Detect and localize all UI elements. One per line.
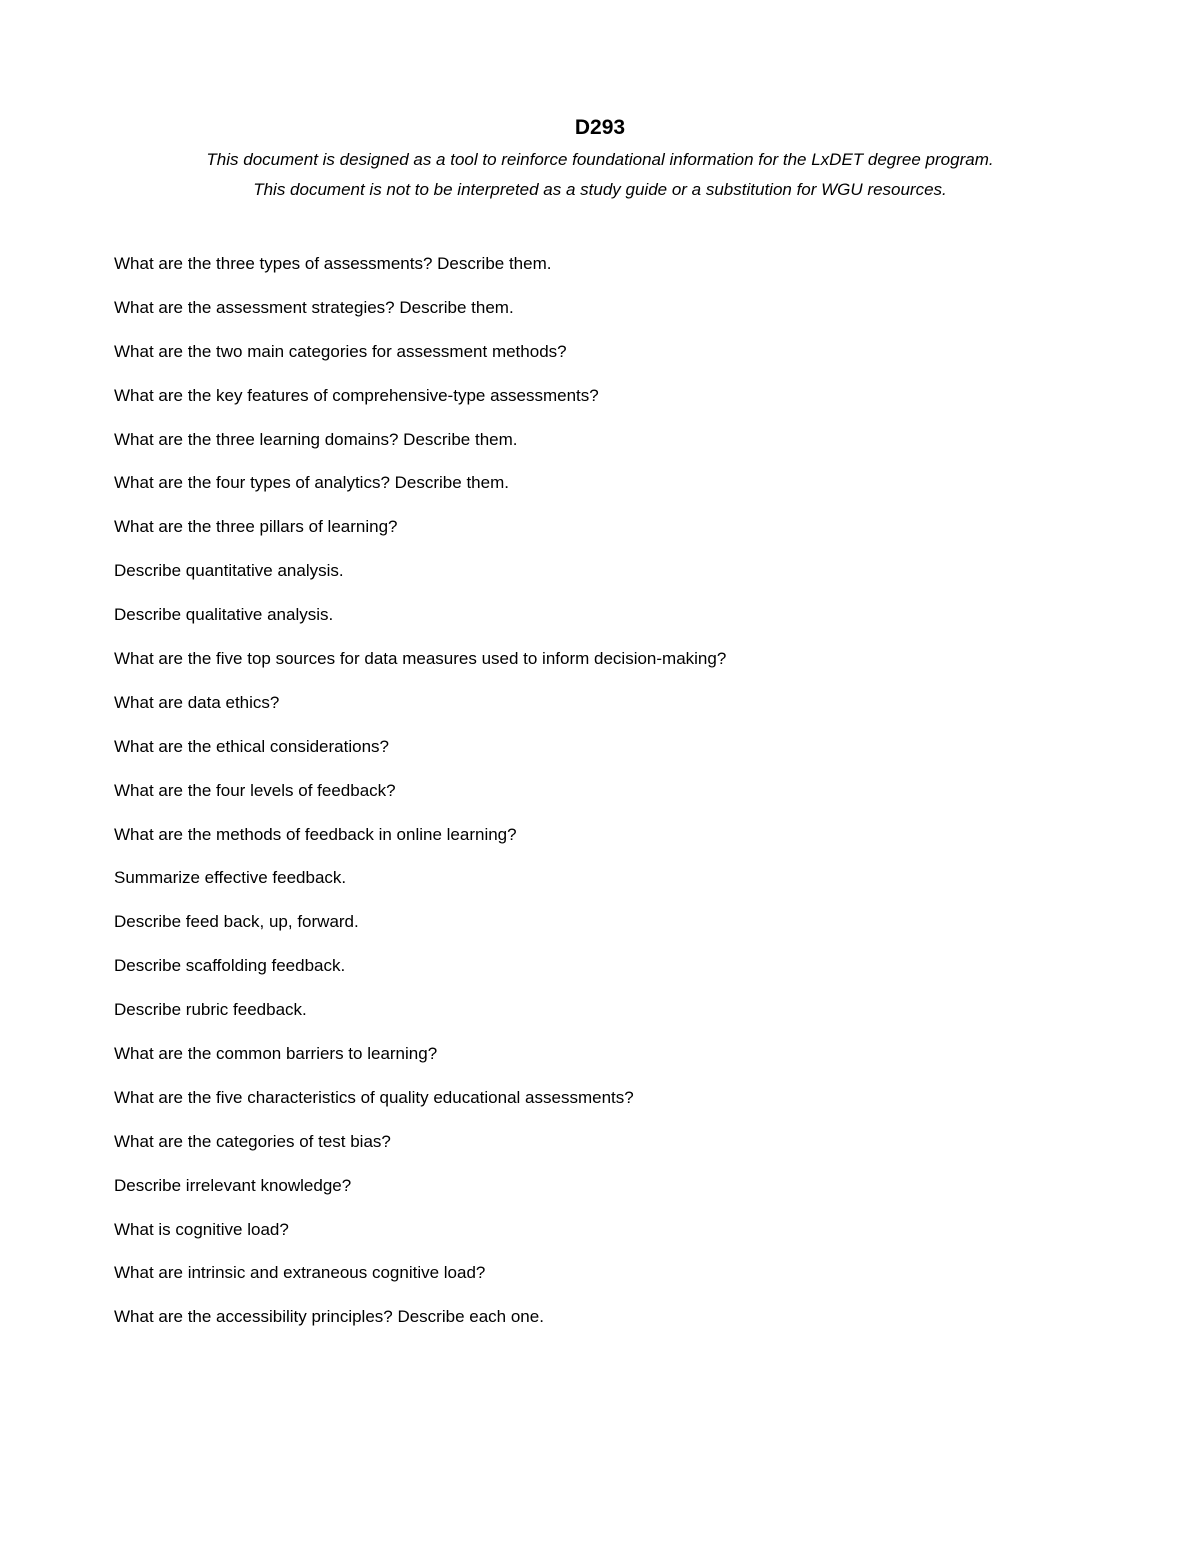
question-item: What are the ethical considerations? — [114, 736, 389, 756]
question-item: What are data ethics? — [114, 692, 280, 712]
question-item: Describe qualitative analysis. — [114, 605, 334, 625]
question-item: Describe quantitative analysis. — [114, 561, 344, 581]
question-item: What are the common barriers to learning? — [114, 1044, 438, 1064]
document-title: D293 — [574, 116, 626, 139]
question-item: What are the two main categories for assessment methods? — [114, 341, 567, 361]
question-item: What are intrinsic and extraneous cognitive load? — [114, 1263, 486, 1283]
question-item: What are the five characteristics of quality educational assessments? — [114, 1087, 634, 1107]
question-item: What are the four levels of feedback? — [114, 780, 396, 800]
question-item: What are the three learning domains? Describe them. — [114, 429, 518, 449]
subtitle-line-1: This document is designed as a tool to reinforce foundational information for the LxDET degree program. — [206, 150, 994, 169]
question-item: What are the accessibility principles? Describe each one. — [114, 1307, 544, 1327]
question-item: What are the key features of comprehensive-type assessments? — [114, 385, 599, 405]
question-item: What are the five top sources for data measures used to inform decision-making? — [114, 649, 727, 669]
question-item: Describe scaffolding feedback. — [114, 956, 346, 976]
question-item: Describe feed back, up, forward. — [114, 912, 359, 932]
question-item: What are the four types of analytics? Describe them. — [114, 473, 509, 493]
question-list — [114, 252, 1114, 1349]
question-item: What are the assessment strategies? Describe them. — [114, 297, 514, 317]
question-item: Describe irrelevant knowledge? — [114, 1175, 352, 1195]
question-item: What are the methods of feedback in online learning? — [114, 824, 517, 844]
subtitle-line-2: This document is not to be interpreted as a study guide or a substitution for WGU resources. — [253, 180, 947, 199]
question-item: What is cognitive load? — [114, 1219, 289, 1239]
question-item: What are the three pillars of learning? — [114, 517, 398, 537]
question-item: What are the three types of assessments? Describe them. — [114, 254, 552, 273]
question-item: What are the categories of test bias? — [114, 1131, 391, 1151]
question-item: Describe rubric feedback. — [114, 1000, 307, 1020]
question-item: Summarize effective feedback. — [114, 868, 347, 888]
